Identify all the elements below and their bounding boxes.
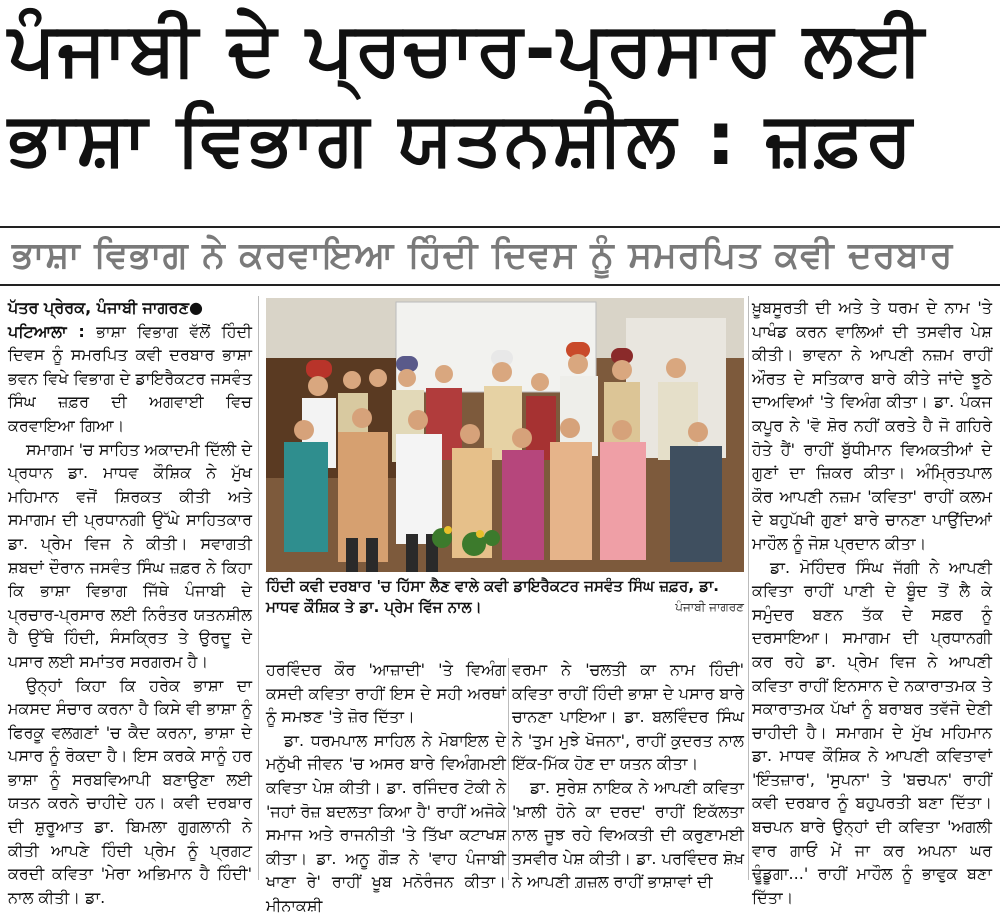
article-column-3	[512, 658, 744, 894]
paragraph: ਡਾ. ਮੋਹਿੰਦਰ ਸਿੰਘ ਜੱਗੀ ਨੇ ਆਪਣੀ ਕਵਿਤਾ ਰਾਹੀਂ ਪਾਣੀ ਦੇ ਬੂੰਦ ਤੋਂ ਲੈ ਕੇ ਸਮੁੰਦਰ ਬਣਨ ਤੱਕ ਦੇ ਸਫ਼ਰ ਨੂੰ ਦਰਸਾਇਆ। ਸਮਾਗਮ ਦੀ ਪ੍ਰਧਾਨਗੀ ਕਰ ਰਹੇ ਡਾ. ਪ੍ਰੇਮ ਵਿਜ ਨੇ ਆਪਣੀ ਕਵਿਤਾ ਰਾਹੀਂ ਇਨਸਾਨ ਦੇ ਨਕਾਰਾਤਮਕ ਤੇ ਸਕਾਰਾਤਮਕ ਪੱਖਾਂ ਨੂੰ ਬਰਾਬਰ ਤਵੱਜੋ ਦੇਣੀ ਚਾਹੀਦੀ ਹੈ। ਸਮਾਗਮ ਦੇ ਮੁੱਖ ਮਹਿਮਾਨ ਡਾ. ਮਾਧਵ ਕੌਸ਼ਿਕ ਨੇ ਆਪਣੀ ਕਵਿਤਾਵਾਂ 'ਇੰਤਜ਼ਾਰ', 'ਸੁਪਨਾ' ਤੇ 'ਬਚਪਨ' ਰਾਹੀਂ ਕਵੀ ਦਰਬਾਰ ਨੂੰ ਬਹੁਪਰਤੀ ਬਣਾ ਦਿੱਤਾ। ਬਚਪਨ ਬਾਰੇ ਉਨ੍ਹਾਂ ਦੀ ਕਵਿਤਾ 'ਅਗਲੀ ਵਾਰ ਗਾਓਂ ਮੇਂ ਜਾ ਕਰ ਅਪਨਾ ਘਰ ਢੂੰਡੂਗਾ...' ਰਾਹੀਂ ਮਾਹੌਲ ਨੂੰ ਭਾਵੁਕ ਬਣਾ ਦਿੱਤਾ।	[752, 557, 992, 907]
article-column-1	[8, 296, 252, 909]
paragraph: ਖ਼ੂਬਸੂਰਤੀ ਦੀ ਅਤੇ ਤੇ ਧਰਮ ਦੇ ਨਾਮ 'ਤੇ ਪਾਖੰਡ ਕਰਨ ਵਾਲਿਆਂ ਦੀ ਤਸਵੀਰ ਪੇਸ਼ ਕੀਤੀ। ਭਾਵਨਾ ਨੇ ਆਪਣੀ ਨਜ਼ਮ ਰਾਹੀਂ ਔਰਤ ਦੇ ਸਤਿਕਾਰ ਬਾਰੇ ਕੀਤੇ ਜਾਂਦੇ ਝੂਠੇ ਦਾਅਵਿਆਂ 'ਤੇ ਵਿਅੰਗ ਕੀਤਾ। ਡਾ. ਪੰਕਜ ਕਪੂਰ ਨੇ 'ਵੋ ਸ਼ੋਰ ਨਹੀਂ ਕਰਤੇ ਹੈ ਜੋ ਗਹਿਰੇ ਹੋਤੇ ਹੈਂ' ਰਾਹੀਂ ਬੁੱਧੀਮਾਨ ਵਿਅਕਤੀਆਂ ਦੇ ਗੁਣਾਂ ਦਾ ਜ਼ਿਕਰ ਕੀਤਾ। ਅੰਮ੍ਰਿਤਪਾਲ ਕੌਰ ਆਪਣੀ ਨਜ਼ਮ 'ਕਵਿਤਾ' ਰਾਹੀਂ ਕਲਮ ਦੇ ਬਹੁਪੱਖੀ ਗੁਣਾਂ ਬਾਰੇ ਚਾਨਣਾ ਪਾਉਂਦਿਆਂ ਮਾਹੌਲ ਨੂੰ ਜੋਸ਼ ਪ੍ਰਦਾਨ ਕੀਤਾ।	[752, 298, 992, 553]
photo-caption	[266, 576, 744, 618]
paragraph: ਸਮਾਗਮ 'ਚ ਸਾਹਿਤ ਅਕਾਦਮੀ ਦਿੱਲੀ ਦੇ ਪ੍ਰਧਾਨ ਡਾ. ਮਾਧਵ ਕੌਸ਼ਿਕ ਨੇ ਮੁੱਖ ਮਹਿਮਾਨ ਵਜੋਂ ਸ਼ਿਰਕਤ ਕੀਤੀ ਅਤੇ ਸਮਾਗਮ ਦੀ ਪ੍ਰਧਾਨਗੀ ਉੱਘੇ ਸਾਹਿਤਕਾਰ ਡਾ. ਪ੍ਰੇਮ ਵਿਜ ਨੇ ਕੀਤੀ। ਸਵਾਗਤੀ ਸ਼ਬਦਾਂ ਦੌਰਾਨ ਜਸਵੰਤ ਸਿੰਘ ਜ਼ਫ਼ਰ ਨੇ ਕਿਹਾ ਕਿ ਭਾਸ਼ਾ ਵਿਭਾਗ ਜਿੱਥੇ ਪੰਜਾਬੀ ਦੇ ਪ੍ਰਚਾਰ-ਪ੍ਰਸਾਰ ਲਈ ਨਿਰੰਤਰ ਯਤਨਸ਼ੀਲ ਹੈ ਉੱਥੇ ਹਿੰਦੀ, ਸੰਸਕ੍ਰਿਤ ਤੇ ਉਰਦੂ ਦੇ ਪਸਾਰ ਲਈ ਸਮਾਂਤਰ ਸਰਗਰਮ ਹੈ।	[8, 439, 252, 671]
column-divider	[748, 296, 749, 880]
column-divider	[508, 658, 509, 880]
article-column-2	[266, 658, 506, 918]
group-photo	[266, 298, 744, 572]
photo-caption-text: ਹਿੰਦੀ ਕਵੀ ਦਰਬਾਰ 'ਚ ਹਿੱਸਾ ਲੈਣ ਵਾਲੇ ਕਵੀ ਡਾਇਰੈਕਟਰ ਜਸਵੰਤ ਸਿੰਘ ਜ਼ਫ਼ਰ, ਡਾ. ਮਾਧਵ ਕੌਸ਼ਿਕ ਤੇ ਡਾ. ਪ੍ਰੇਮ ਵਿੱਜ ਨਾਲ।	[266, 577, 719, 616]
paragraph: ਡਾ. ਸੁਰੇਸ਼ ਨਾਇਕ ਨੇ ਆਪਣੀ ਕਵਿਤਾ 'ਖ਼ਾਲੀ ਹੋਨੇ ਕਾ ਦਰਦ' ਰਾਹੀਂ ਇਕੱਲਤਾ ਨਾਲ ਜੂਝ ਰਹੇ ਵਿਅਕਤੀ ਦੀ ਕਰੁਣਾਮਈ ਤਸਵੀਰ ਪੇਸ਼ ਕੀਤੀ। ਡਾ. ਪਰਵਿੰਦਰ ਸ਼ੋਖ਼ ਨੇ ਆਪਣੀ ਗ਼ਜ਼ਲ ਰਾਹੀਂ ਭਾਸ਼ਾਵਾਂ ਦੀ	[512, 777, 744, 892]
dateline: ਪਟਿਆਲਾ :	[8, 321, 85, 341]
headline	[8, 4, 992, 184]
subheadline: ਭਾਸ਼ਾ ਵਿਭਾਗ ਨੇ ਕਰਵਾਇਆ ਹਿੰਦੀ ਦਿਵਸ ਨੂੰ ਸਮਰਪਿਤ ਕਵੀ ਦਰਬਾਰ	[12, 235, 954, 276]
paragraph: ਡਾ. ਧਰਮਪਾਲ ਸਾਹਿਲ ਨੇ ਮੋਬਾਇਲ ਦੇ ਮਨੁੱਖੀ ਜੀਵਨ 'ਚ ਅਸਰ ਬਾਰੇ ਵਿਅੰਗਮਈ ਕਵਿਤਾ ਪੇਸ਼ ਕੀਤੀ। ਡਾ. ਰਜਿੰਦਰ ਟੋਕੀ ਨੇ 'ਜਹਾਂ ਰੋਜ਼ ਬਦਲਤਾ ਕਿਆ ਹੈ' ਰਾਹੀਂ ਅਜੋਕੇ ਸਮਾਜ ਅਤੇ ਰਾਜਨੀਤੀ 'ਤੇ ਤਿੱਖਾ ਕਟਾਖਸ਼ ਕੀਤਾ। ਡਾ. ਅਨੂ ਗੌੜ ਨੇ 'ਵਾਹ ਪੰਜਾਬੀ ਖਾਣਾ ਰੇ' ਰਾਹੀਂ ਖੂਬ ਮਨੋਰੰਜਨ ਕੀਤਾ। ਮੀਨਾਕਸ਼ੀ	[266, 730, 506, 915]
paragraph: ਵਰਮਾ ਨੇ 'ਚਲਤੀ ਕਾ ਨਾਮ ਹਿੰਦੀ' ਕਵਿਤਾ ਰਾਹੀਂ ਹਿੰਦੀ ਭਾਸ਼ਾ ਦੇ ਪਸਾਰ ਬਾਰੇ ਚਾਨਣਾ ਪਾਇਆ। ਡਾ. ਬਲਵਿੰਦਰ ਸਿੰਘ ਨੇ 'ਤੁਮ ਮੁਝੇ ਖੋਜਨਾ', ਰਾਹੀਂ ਕੁਦਰਤ ਨਾਲ ਇੱਕ-ਮਿੱਕ ਹੋਣ ਦਾ ਯਤਨ ਕੀਤਾ।	[512, 660, 744, 774]
byline: ਪੱਤਰ ਪ੍ਰੇਰਕ, ਪੰਜਾਬੀ ਜਾਗਰਣ●	[8, 298, 203, 317]
paragraph: ਹਰਵਿੰਦਰ ਕੌਰ 'ਆਜ਼ਾਦੀ' 'ਤੇ ਵਿਅੰਗ ਕਸਦੀ ਕਵਿਤਾ ਰਾਹੀਂ ਇਸ ਦੇ ਸਹੀ ਅਰਥਾਂ ਨੂੰ ਸਮਝਣ 'ਤੇ ਜ਼ੋਰ ਦਿੱਤਾ।	[266, 660, 506, 727]
paragraph	[8, 320, 252, 438]
headline-line-1: ਪੰਜਾਬੀ ਦੇ ਪ੍ਰਚਾਰ-ਪ੍ਰਸਾਰ ਲਈ	[8, 6, 926, 92]
headline-line-2: ਭਾਸ਼ਾ ਵਿਭਾਗ ਯਤਨਸ਼ੀਲ : ਜ਼ਫ਼ਰ	[8, 96, 914, 182]
paragraph-text: ਭਾਸ਼ਾ ਵਿਭਾਗ ਵੱਲੋਂ ਹਿੰਦੀ ਦਿਵਸ ਨੂੰ ਸਮਰਪਿਤ ਕਵੀ ਦਰਬਾਰ ਭਾਸ਼ਾ ਭਵਨ ਵਿਖੇ ਵਿਭਾਗ ਦੇ ਡਾਇਰੈਕਟਰ ਜਸਵੰਤ ਸਿੰਘ ਜ਼ਫ਼ਰ ਦੀ ਅਗਵਾਈ ਵਿਚ ਕਰਵਾਇਆ ਗਿਆ।	[8, 321, 253, 435]
headline-rule	[0, 226, 1000, 228]
article-column-4	[752, 296, 992, 909]
subhead-rule	[0, 284, 1000, 286]
column-divider	[258, 296, 259, 880]
paragraph: ਉਨ੍ਹਾਂ ਕਿਹਾ ਕਿ ਹਰੇਕ ਭਾਸ਼ਾ ਦਾ ਮਕਸਦ ਸੰਚਾਰ ਕਰਨਾ ਹੈ ਕਿਸੇ ਵੀ ਭਾਸ਼ਾ ਨੂੰ ਫਿਰਕੂ ਵਲਗਣਾਂ 'ਚ ਕੈਦ ਕਰਨਾ, ਭਾਸ਼ਾ ਦੇ ਪਸਾਰ ਨੂੰ ਰੋਕਦਾ ਹੈ। ਇਸ ਕਰਕੇ ਸਾਨੂੰ ਹਰ ਭਾਸ਼ਾ ਨੂੰ ਸਰਬਵਿਆਪੀ ਬਣਾਉਣਾ ਲਈ ਯਤਨ ਕਰਨੇ ਚਾਹੀਦੇ ਹਨ। ਕਵੀ ਦਰਬਾਰ ਦੀ ਸ਼ੁਰੂਆਤ ਡਾ. ਬਿਮਲਾ ਗੁਗਲਾਨੀ ਨੇ ਕੀਤੀ ਆਪਣੇ ਹਿੰਦੀ ਪ੍ਰੇਮ ਨੂੰ ਪ੍ਰਗਟ ਕਰਦੀ ਕਵਿਤਾ 'ਮੇਰਾ ਅਭਿਮਾਨ ਹੈ ਹਿੰਦੀ' ਨਾਲ ਕੀਤੀ। ਡਾ.	[8, 675, 252, 907]
group-photo-illustration	[266, 298, 744, 572]
photo-credit: ਪੰਜਾਬੀ ਜਾਗਰਣ	[675, 600, 744, 614]
